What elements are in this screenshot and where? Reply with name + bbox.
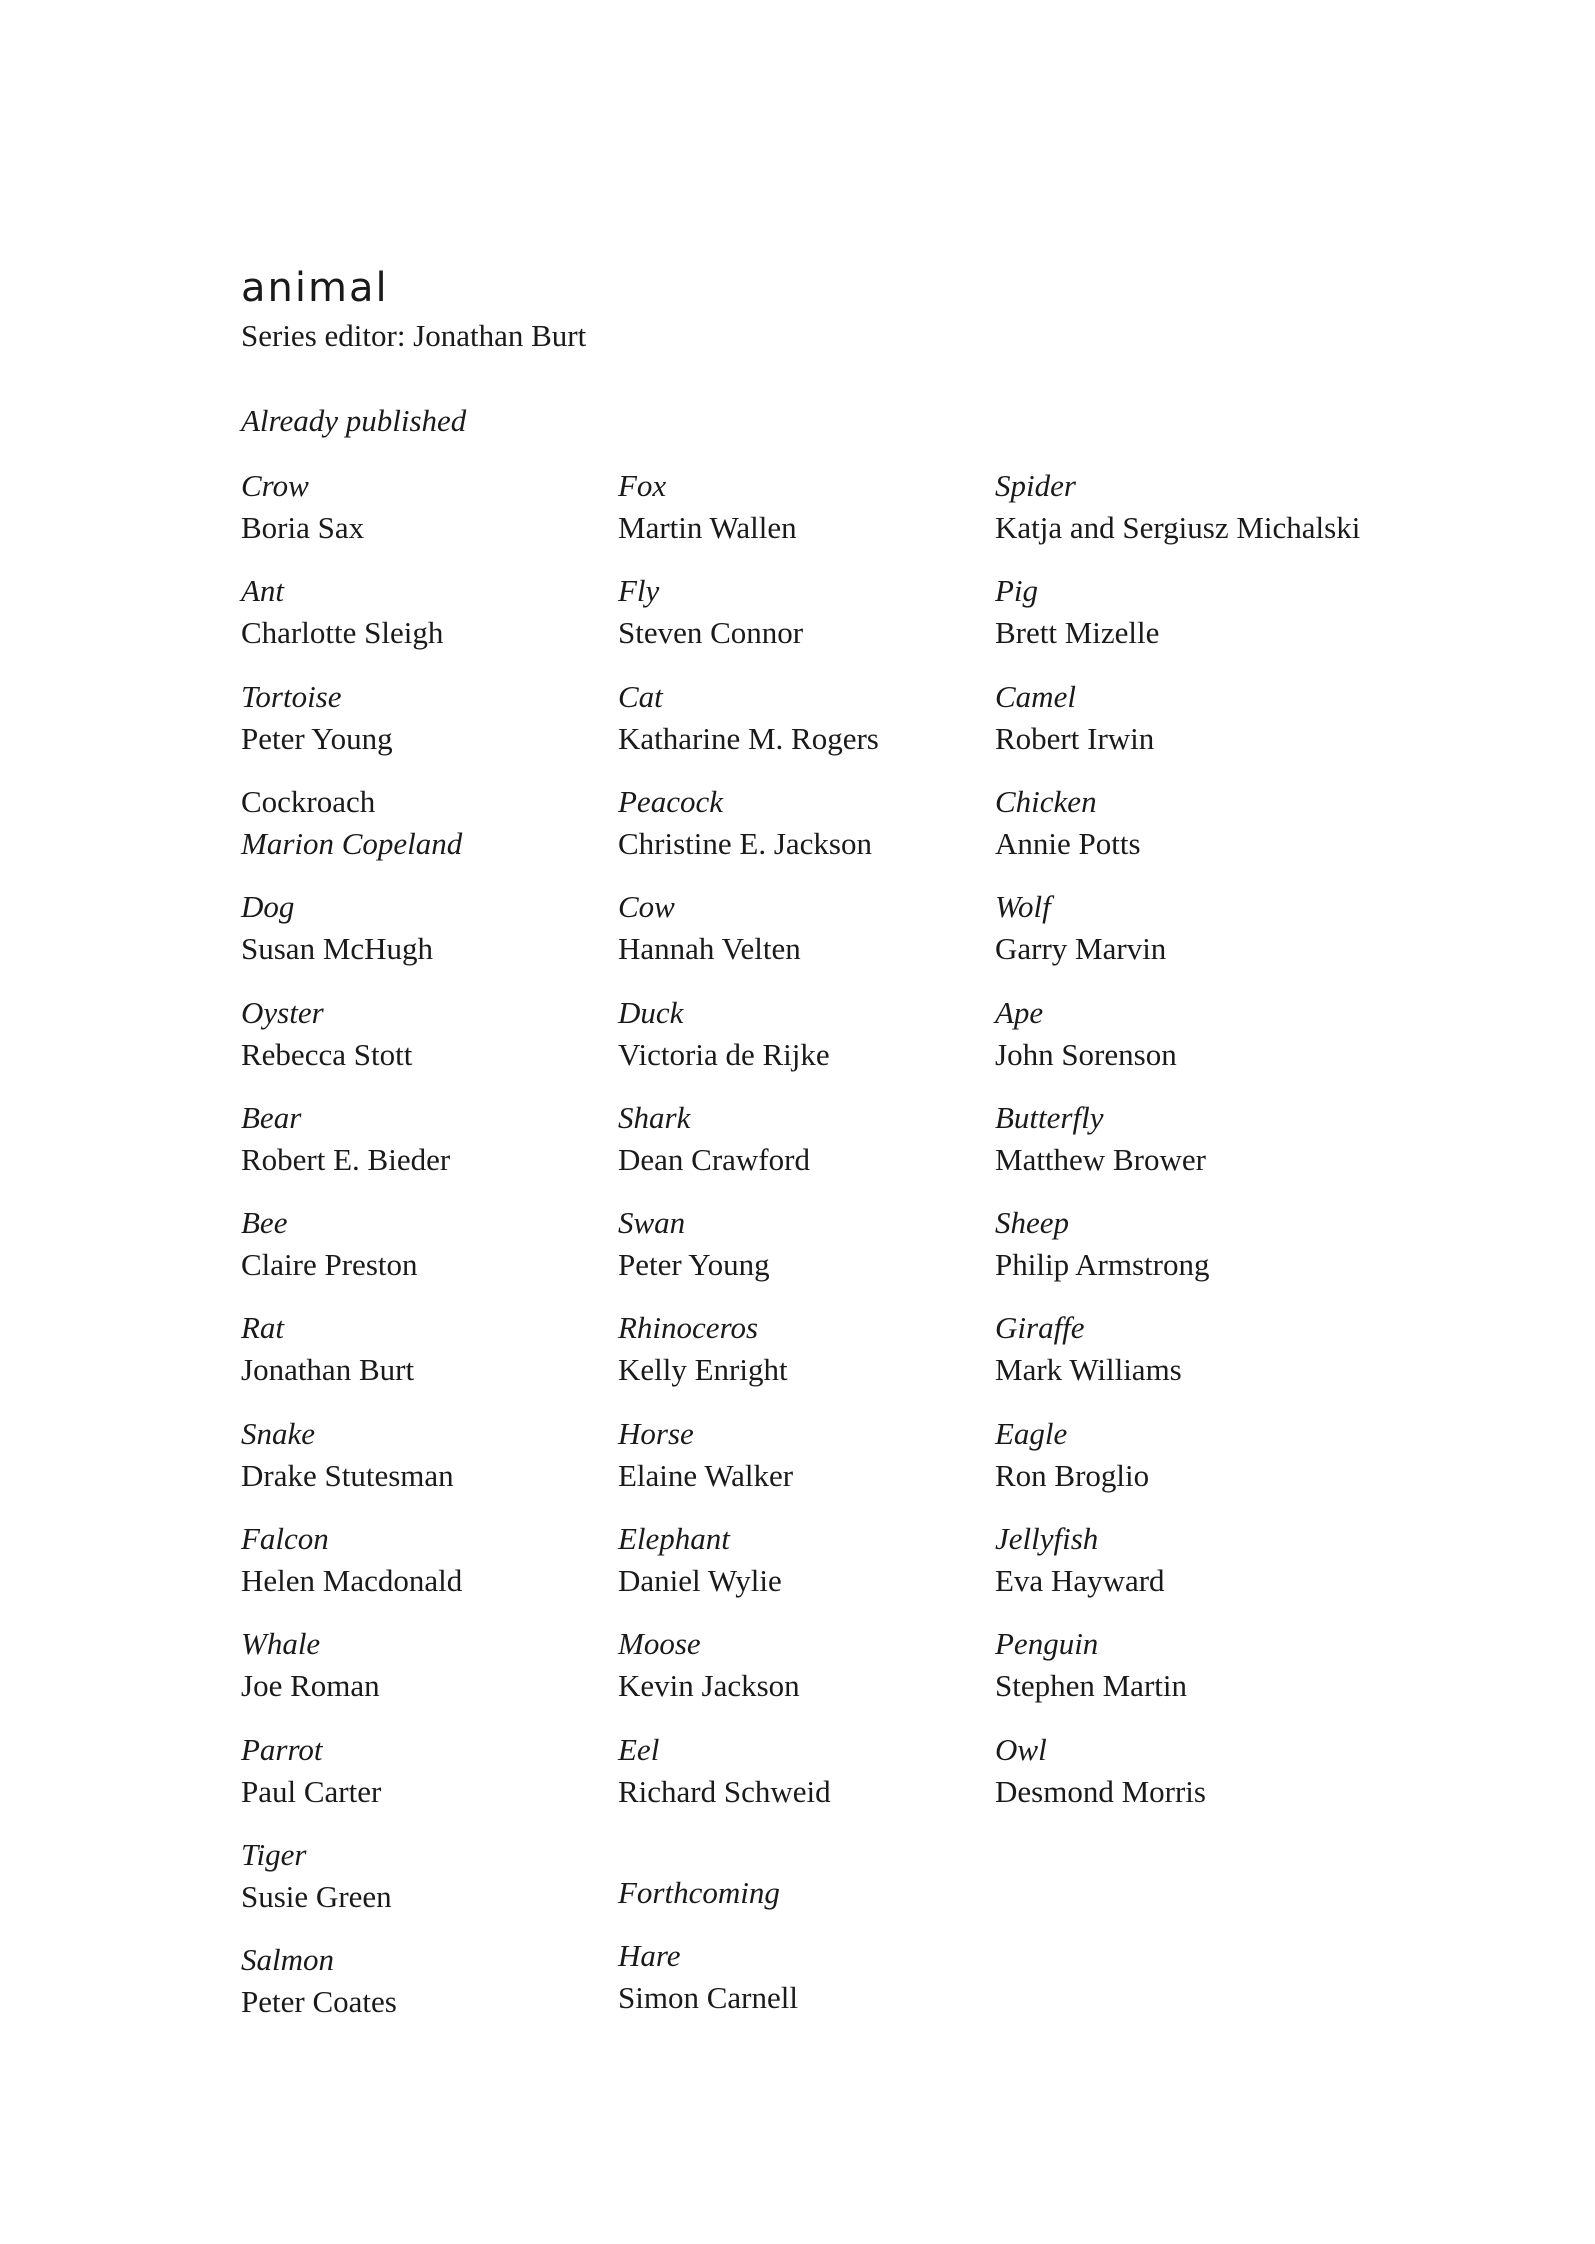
book-title: Cat xyxy=(618,679,663,714)
book-title: Chicken xyxy=(995,784,1097,819)
book-entry xyxy=(241,1418,454,1491)
book-title: Camel xyxy=(995,679,1076,714)
book-title: Dog xyxy=(241,889,295,924)
book-author: Philip Armstrong xyxy=(995,1247,1210,1282)
book-author: Annie Potts xyxy=(995,826,1141,861)
book-entry xyxy=(241,1734,381,1807)
book-author: Susie Green xyxy=(241,1879,392,1914)
book-author: Peter Young xyxy=(618,1247,770,1282)
book-title: Crow xyxy=(241,468,309,503)
book-title: Ape xyxy=(995,995,1044,1030)
book-title: Tortoise xyxy=(241,679,342,714)
book-entry xyxy=(995,891,1166,964)
book-entry xyxy=(618,1102,810,1175)
book-title: Elephant xyxy=(618,1521,730,1556)
book-author: Claire Preston xyxy=(241,1247,418,1282)
book-author: Dean Crawford xyxy=(618,1142,810,1177)
book-title: Falcon xyxy=(241,1521,329,1556)
book-author: Ron Broglio xyxy=(995,1458,1150,1493)
book-entry xyxy=(618,1418,793,1491)
book-author: Mark Williams xyxy=(995,1352,1182,1387)
book-entry xyxy=(995,1102,1206,1175)
book-entry xyxy=(995,575,1159,648)
book-title: Rat xyxy=(241,1310,285,1345)
book-author: Christine E. Jackson xyxy=(618,826,872,861)
book-entry xyxy=(618,1734,831,1807)
book-entry xyxy=(241,786,462,859)
book-author: Elaine Walker xyxy=(618,1458,794,1493)
book-author: Desmond Morris xyxy=(995,1774,1206,1809)
book-author: Hannah Velten xyxy=(618,931,801,966)
book-entry xyxy=(618,786,872,859)
book-author: Paul Carter xyxy=(241,1774,382,1809)
book-title: Rhinoceros xyxy=(618,1310,759,1345)
book-author: Kevin Jackson xyxy=(618,1668,800,1703)
book-title: Bee xyxy=(241,1205,288,1240)
forthcoming-entry xyxy=(618,1940,798,2013)
book-author: Charlotte Sleigh xyxy=(241,615,444,650)
book-entry xyxy=(241,997,412,1070)
book-entry xyxy=(995,1628,1187,1701)
book-title: Bear xyxy=(241,1100,302,1135)
book-author: Garry Marvin xyxy=(995,931,1167,966)
already-published-heading: Already published xyxy=(241,403,467,438)
book-author: Susan McHugh xyxy=(241,931,434,966)
book-entry xyxy=(995,1207,1209,1280)
book-entry xyxy=(241,1207,418,1280)
book-entry xyxy=(995,1312,1182,1385)
book-title: Butterfly xyxy=(995,1100,1104,1135)
book-author: Stephen Martin xyxy=(995,1668,1187,1703)
book-title: Giraffe xyxy=(995,1310,1085,1345)
book-entry xyxy=(618,1523,782,1596)
book-title: Owl xyxy=(995,1732,1047,1767)
book-title: Swan xyxy=(618,1205,686,1240)
book-author: Robert Irwin xyxy=(995,721,1155,756)
book-title: Salmon xyxy=(241,1942,334,1977)
book-author: Drake Stutesman xyxy=(241,1458,454,1493)
book-title: Moose xyxy=(618,1626,701,1661)
book-title: Peacock xyxy=(618,784,723,819)
book-author: Helen Macdonald xyxy=(241,1563,463,1598)
book-author: John Sorenson xyxy=(995,1037,1177,1072)
book-entry xyxy=(618,1207,770,1280)
book-author: Daniel Wylie xyxy=(618,1563,782,1598)
book-title: Pig xyxy=(995,573,1039,608)
forthcoming-heading: Forthcoming xyxy=(618,1875,780,1910)
book-title: Duck xyxy=(618,995,684,1030)
book-title: Spider xyxy=(995,468,1076,503)
book-entry xyxy=(241,1523,462,1596)
book-title: Wolf xyxy=(995,889,1051,924)
book-title: Whale xyxy=(241,1626,321,1661)
book-author: Steven Connor xyxy=(618,615,804,650)
book-author: Victoria de Rijke xyxy=(618,1037,830,1072)
book-title: Jellyfish xyxy=(995,1521,1099,1556)
book-entry xyxy=(995,681,1154,754)
book-author: Jonathan Burt xyxy=(241,1352,415,1387)
book-entry xyxy=(618,1628,800,1701)
book-author: Peter Young xyxy=(241,721,393,756)
book-title: Tiger xyxy=(241,1837,307,1872)
book-title: Ant xyxy=(241,573,285,608)
book-entry xyxy=(241,575,443,648)
book-entry xyxy=(618,575,803,648)
book-author: Robert E. Bieder xyxy=(241,1142,451,1177)
book-author: Marion Copeland xyxy=(241,826,463,861)
book-author: Brett Mizelle xyxy=(995,615,1160,650)
book-author: Katharine M. Rogers xyxy=(618,721,879,756)
book-title: Snake xyxy=(241,1416,316,1451)
series-editor: Series editor: Jonathan Burt xyxy=(241,318,587,353)
book-title: Penguin xyxy=(995,1626,1099,1661)
book-author: Peter Coates xyxy=(241,1984,397,2019)
book-entry xyxy=(995,1734,1206,1807)
book-title: Fly xyxy=(618,573,660,608)
book-author: Simon Carnell xyxy=(618,1980,798,2015)
book-entry xyxy=(995,470,1360,543)
book-entry xyxy=(241,891,433,964)
book-title: Shark xyxy=(618,1100,691,1135)
book-title: Hare xyxy=(618,1938,681,1973)
book-entry xyxy=(241,470,364,543)
book-author: Boria Sax xyxy=(241,510,365,545)
book-author: Matthew Brower xyxy=(995,1142,1206,1177)
book-entry xyxy=(618,470,797,543)
book-title: Sheep xyxy=(995,1205,1070,1240)
book-author: Kelly Enright xyxy=(618,1352,788,1387)
book-entry xyxy=(618,681,879,754)
book-title: Cow xyxy=(618,889,675,924)
book-entry xyxy=(241,1839,392,1912)
book-author: Joe Roman xyxy=(241,1668,380,1703)
book-title: Eagle xyxy=(995,1416,1068,1451)
series-logo: animal xyxy=(241,265,389,311)
book-entry xyxy=(995,1523,1165,1596)
book-entry xyxy=(241,1628,380,1701)
book-title: Parrot xyxy=(241,1732,323,1767)
book-entry xyxy=(995,786,1141,859)
book-title: Fox xyxy=(618,468,667,503)
book-title: Cockroach xyxy=(241,784,376,819)
book-title: Oyster xyxy=(241,995,324,1030)
book-entry xyxy=(995,1418,1149,1491)
book-entry xyxy=(241,681,393,754)
book-entry xyxy=(241,1102,450,1175)
book-author: Richard Schweid xyxy=(618,1774,831,1809)
book-entry xyxy=(618,1312,788,1385)
book-entry xyxy=(995,997,1177,1070)
book-entry xyxy=(241,1944,397,2017)
book-author: Rebecca Stott xyxy=(241,1037,413,1072)
book-author: Katja and Sergiusz Michalski xyxy=(995,510,1361,545)
book-entry xyxy=(618,997,830,1070)
book-title: Eel xyxy=(618,1732,660,1767)
book-author: Eva Hayward xyxy=(995,1563,1165,1598)
book-entry xyxy=(618,891,801,964)
book-author: Martin Wallen xyxy=(618,510,797,545)
book-title: Horse xyxy=(618,1416,694,1451)
book-entry xyxy=(241,1312,414,1385)
